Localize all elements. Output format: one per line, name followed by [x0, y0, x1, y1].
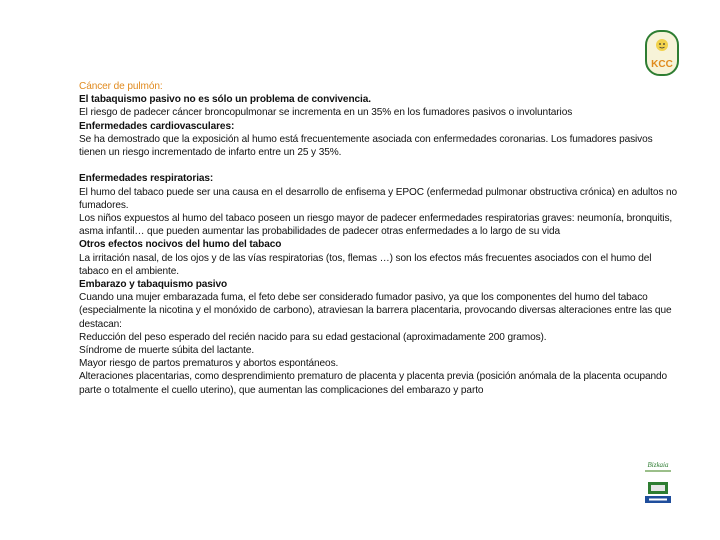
kcc-logo-text: KCC — [651, 59, 673, 70]
section-title-lung-cancer: Cáncer de pulmón: — [79, 81, 163, 92]
effect-item: Síndrome de muerte súbita del lactante. — [79, 345, 255, 357]
pregnancy-heading: Embarazo y tabaquismo pasivo — [79, 279, 228, 291]
other-effects-heading: Otros efectos nocivos del humo del tabaco — [79, 239, 282, 251]
cardio-heading: Enfermedades cardiovasculares: — [79, 120, 235, 132]
intro-text: El riesgo de padecer cáncer broncopulmonar se incrementa en un 35% en los fumadores pasivos o involuntarios — [79, 107, 573, 119]
spacer — [79, 159, 679, 172]
pregnancy-text: Cuando una mujer embarazada fuma, el feto debe ser considerado fumador pasivo, ya que los componentes del humo del tabaco (especialmente la nicotina y el monóxido de carbono), atraviesan la barrera placentaria, provocando diversas alteraciones entre las que destacan: — [79, 292, 672, 330]
respiratory-heading: Enfermedades respiratorias: — [79, 173, 214, 185]
kcc-logo-icon — [645, 30, 679, 76]
other-effects-text: La irritación nasal, de los ojos y de las vías respiratorias (tos, flemas …) son los efectos más frecuentes asociados con el humo del tabaco en el ambiente. — [79, 252, 652, 277]
effect-item: Mayor riesgo de partos prematuros y abortos espontáneos. — [79, 358, 339, 370]
bizkaia-logo-icon — [633, 460, 683, 510]
effect-item: Reducción del peso esperado del recién nacido para su edad gestacional (aproximadamente 200 gramos). — [79, 331, 547, 343]
intro-heading: El tabaquismo pasivo no es sólo un problema de convivencia. — [79, 94, 371, 106]
cardio-text: Se ha demostrado que la exposición al humo está frecuentemente asociada con enfermedades coronarias. Los fumadores pasivos tienen un riesgo incrementado de infarto entre un 25 y 35%. — [79, 133, 653, 159]
respiratory-text-2: Los niños expuestos al humo del tabaco poseen un riesgo mayor de padecer enfermedades respiratorias graves: neumonía, bronquitis, asma infantil… que pueden aumentar las probabilidades de padecer otras enfermedades a lo largo de su vida — [79, 213, 673, 238]
bizkaia-logo-text: Bizkaia — [647, 461, 669, 469]
document-body — [79, 80, 679, 397]
effect-item: Alteraciones placentarias, como desprendimiento prematuro de placenta y placenta previa (posición anómala de la placenta ocupando parte o totalmente el cuello uterino), que aumentan las complicaciones del embarazo y parto — [79, 371, 668, 396]
respiratory-text-1: El humo del tabaco puede ser una causa en el desarrollo de enfisema y EPOC (enfermedad pulmonar obstructiva crónica) en adultos no fumadores. — [79, 186, 678, 211]
